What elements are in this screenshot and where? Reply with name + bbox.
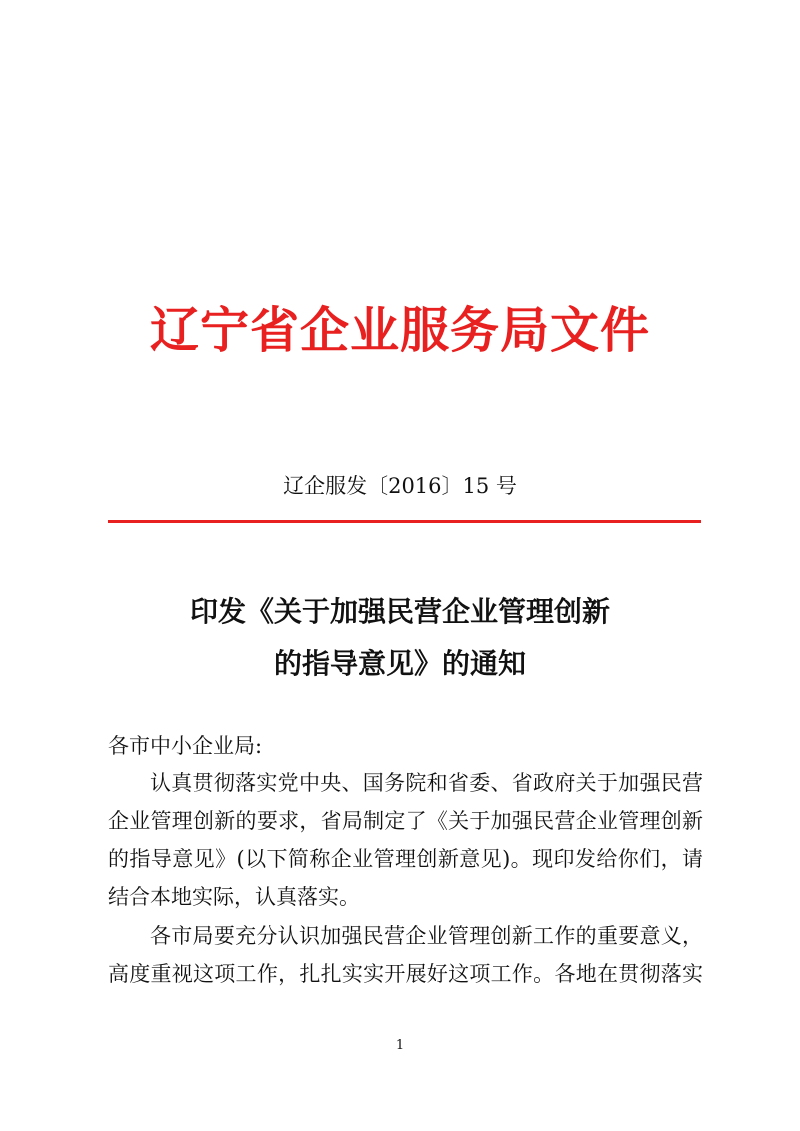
document-title-line-2: 的指导意见》的通知 (273, 647, 526, 680)
body-line: 的指导意见》(以下简称企业管理创新意见)。现印发给你们，请 (108, 847, 703, 871)
page-number: 1 (395, 1038, 405, 1053)
body-line: 结合本地实际，认真落实。 (108, 885, 360, 909)
body-line: 高度重视这项工作，扎扎实实开展好这项工作。各地在贯彻落实 (108, 962, 703, 986)
red-divider-line (108, 520, 701, 523)
document-title-line-1: 印发《关于加强民营企业管理创新 (189, 595, 610, 628)
body-line: 认真贯彻落实党中央、国务院和省委、省政府关于加强民营 (150, 771, 703, 795)
salutation: 各市中小企业局: (108, 734, 263, 758)
issuing-authority-header: 辽宁省企业服务局文件 (149, 302, 650, 359)
body-line: 企业管理创新的要求，省局制定了《关于加强民营企业管理创新 (108, 809, 703, 833)
body-line: 各市局要充分认识加强民营企业管理创新工作的重要意义， (150, 924, 703, 948)
document-number: 辽企服发〔2016〕15 号 (283, 474, 517, 498)
